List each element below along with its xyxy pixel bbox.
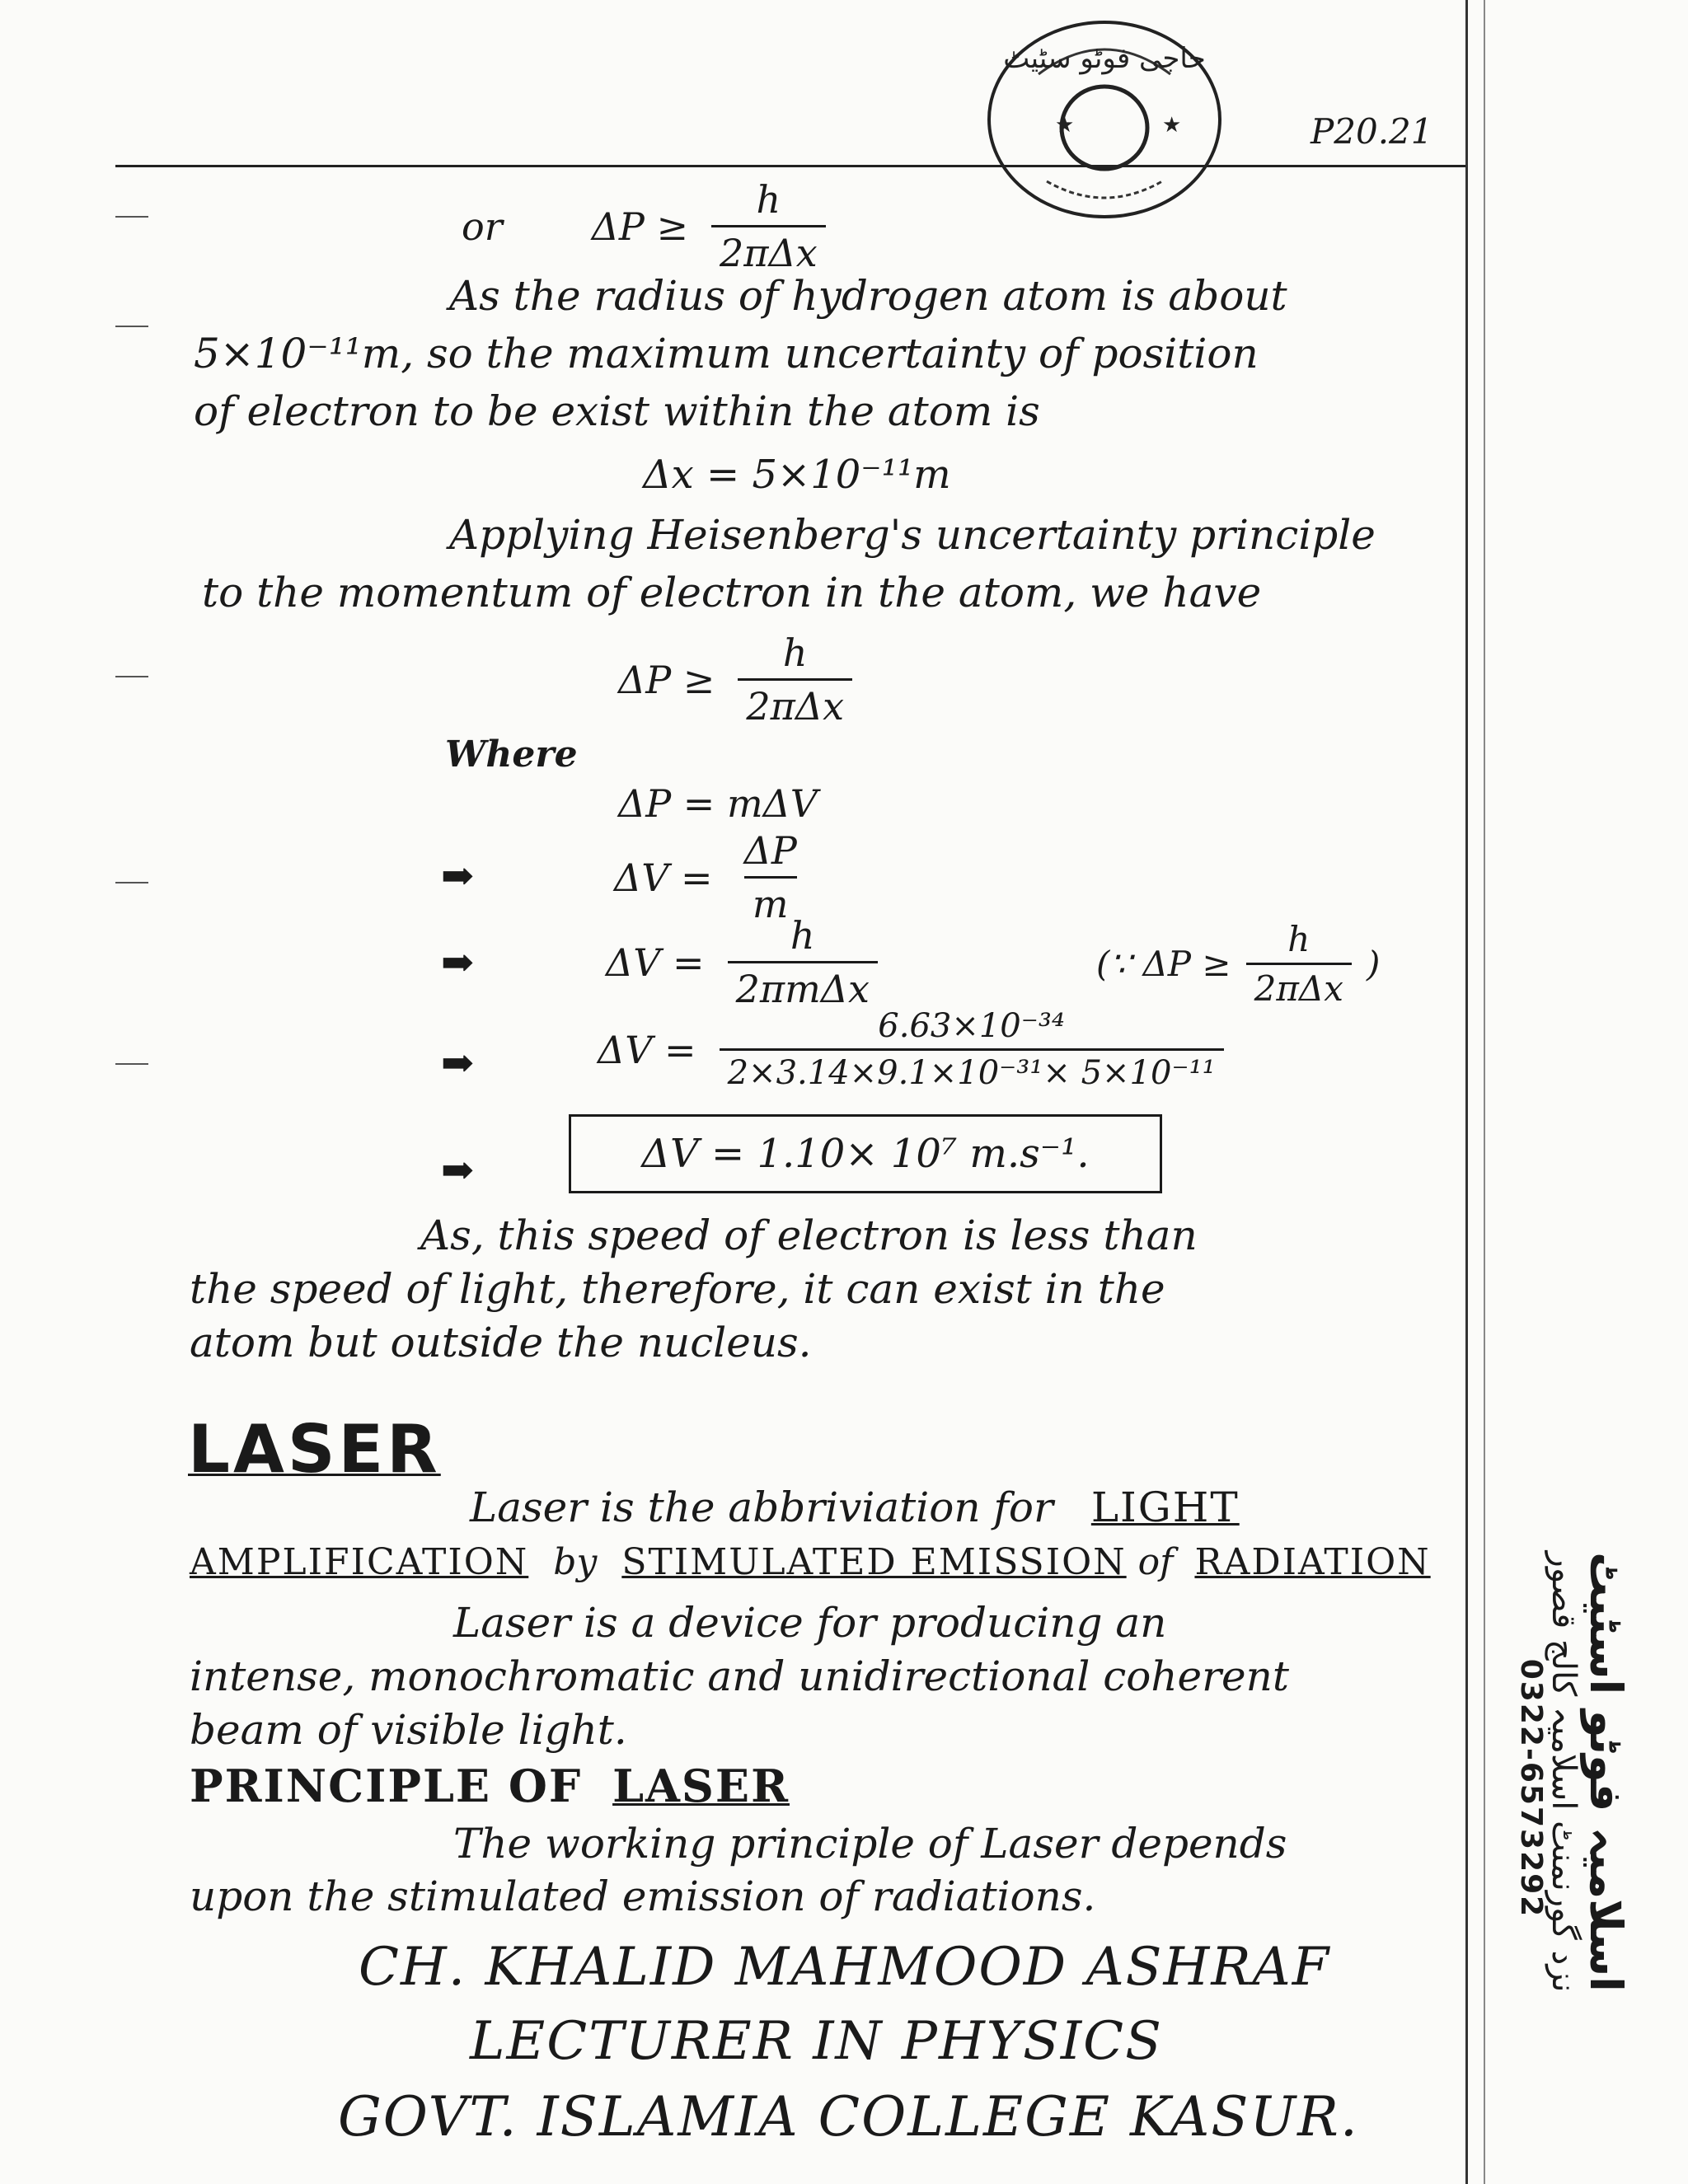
- fraction-numerator: h: [782, 630, 808, 675]
- para1-line2: 5×10⁻¹¹m, so the maximum uncertainty of position: [194, 330, 1259, 377]
- side-stamp-phone: 0322-6573292: [1514, 1658, 1548, 1919]
- eq-momentum: ΔP = mΔV: [618, 781, 818, 826]
- implies-arrow-icon: ➡: [441, 1040, 475, 1086]
- margin-dash: [115, 1063, 148, 1065]
- eq-lhs: ΔV =: [598, 1027, 696, 1072]
- fraction-numerator: h: [790, 913, 815, 958]
- eq-velocity-2: [606, 913, 886, 1011]
- fraction-numerator: h: [1287, 919, 1311, 959]
- implies-arrow-icon: ➡: [441, 1147, 475, 1193]
- of-word: of: [1137, 1541, 1174, 1583]
- laser-def-line2: [190, 1541, 1431, 1583]
- light-term: LIGHT: [1090, 1483, 1240, 1531]
- principle-title-b: LASER: [612, 1760, 790, 1812]
- implies-arrow-icon: ➡: [441, 940, 475, 986]
- fraction-denominator: m: [744, 876, 797, 926]
- margin-dash: [115, 882, 148, 883]
- eq-lhs: ΔP ≥: [618, 657, 715, 702]
- amplification-term: AMPLIFICATION: [190, 1541, 529, 1583]
- svg-text:★: ★: [1162, 113, 1182, 138]
- laser-device-line2: intense, monochromatic and unidirectional coherent: [190, 1652, 1289, 1700]
- margin-dash: [115, 676, 148, 677]
- signature-title: LECTURER IN PHYSICS: [470, 2011, 1163, 2072]
- eq-note: [1096, 919, 1380, 1009]
- top-equation: [462, 177, 834, 275]
- margin-rule-secondary: [1484, 0, 1485, 2184]
- margin-dash: [115, 216, 148, 218]
- laser-def-line1: [470, 1483, 1240, 1531]
- note-open: (∵ ΔP ≥: [1096, 944, 1231, 984]
- stimulated-emission-term: STIMULATED EMISSION: [621, 1541, 1127, 1583]
- side-stamp-line1: اسلامیہ فوٹو اسٹیٹ: [1580, 1552, 1632, 1992]
- fraction: [711, 177, 826, 275]
- heisenberg-equation: [618, 630, 860, 729]
- principle-heading: [190, 1760, 790, 1812]
- implies-arrow-icon: ➡: [441, 853, 475, 899]
- laser-def-text: Laser is the abbriviation for: [470, 1483, 1053, 1531]
- para3-line2: the speed of light, therefore, it can exist in the: [190, 1265, 1165, 1313]
- para2-line2: to the momentum of electron in the atom, we have: [202, 569, 1262, 616]
- result-equation: ΔV = 1.10× 10⁷ m.s⁻¹.: [641, 1131, 1090, 1177]
- note-close: ): [1366, 944, 1381, 984]
- laser-device-line1: Laser is a device for producing an: [453, 1599, 1167, 1647]
- eq-lhs: ΔV =: [614, 855, 713, 900]
- para3-line1: As, this speed of electron is less than: [420, 1212, 1198, 1259]
- eq-velocity-1: [614, 828, 814, 926]
- fraction-numerator: ΔP: [743, 828, 797, 873]
- laser-heading: [188, 1411, 441, 1488]
- principle-line2: upon the stimulated emission of radiations.: [190, 1872, 1096, 1920]
- para2-line1: Applying Heisenberg's uncertainty principle: [449, 511, 1376, 559]
- signature-name: CH. KHALID MAHMOOD ASHRAF: [359, 1937, 1331, 1998]
- principle-title-a: PRINCIPLE OF: [190, 1760, 583, 1812]
- signature-college: GOVT. ISLAMIA COLLEGE KASUR.: [338, 2085, 1359, 2149]
- header-rule: [115, 165, 1467, 167]
- page-number: P20.21: [1311, 111, 1433, 152]
- eq-lhs: ΔP ≥: [591, 204, 689, 249]
- eq-delta-x: Δx = 5×10⁻¹¹m: [643, 452, 951, 498]
- margin-rule: [1465, 0, 1468, 2184]
- shop-stamp: [981, 16, 1228, 223]
- fraction-denominator: 2πΔx: [1246, 963, 1352, 1009]
- eq-velocity-3: [598, 1007, 1232, 1092]
- result-box: [569, 1114, 1162, 1193]
- laser-title: LASER: [188, 1411, 441, 1488]
- side-stamp: [1508, 1459, 1673, 2102]
- fraction-numerator: h: [756, 177, 781, 222]
- eq-prefix: or: [462, 204, 503, 249]
- margin-dash: [115, 326, 148, 327]
- principle-line1: The working principle of Laser depends: [453, 1820, 1287, 1868]
- fraction-denominator: 2πΔx: [738, 678, 852, 729]
- side-stamp-line2: نزد گورنمنٹ اسلامیہ کالج قصور: [1545, 1551, 1582, 1993]
- svg-text:★: ★: [1055, 113, 1075, 138]
- where-label: Where: [445, 733, 578, 776]
- fraction: [1246, 919, 1352, 1009]
- para1-line3: of electron to be exist within the atom is: [194, 387, 1040, 435]
- fraction-denominator: 2×3.14×9.1×10⁻³¹× 5×10⁻¹¹: [720, 1048, 1224, 1092]
- fraction-denominator: 2πmΔx: [728, 961, 878, 1011]
- fraction: [738, 630, 852, 729]
- fraction: [728, 913, 878, 1011]
- laser-device-line3: beam of visible light.: [190, 1706, 627, 1754]
- fraction-numerator: 6.63×10⁻³⁴: [878, 1007, 1065, 1045]
- fraction-denominator: 2πΔx: [711, 225, 826, 275]
- para3-line3: atom but outside the nucleus.: [190, 1319, 812, 1366]
- para1-line1: As the radius of hydrogen atom is about: [449, 272, 1287, 320]
- fraction: [736, 828, 805, 926]
- radiation-term: RADIATION: [1194, 1541, 1431, 1583]
- fraction: [720, 1007, 1224, 1092]
- eq-lhs: ΔV =: [606, 940, 705, 985]
- stamp-label: حاجی فوٹو سٹیٹ: [1003, 42, 1206, 75]
- by-word: by: [553, 1541, 598, 1583]
